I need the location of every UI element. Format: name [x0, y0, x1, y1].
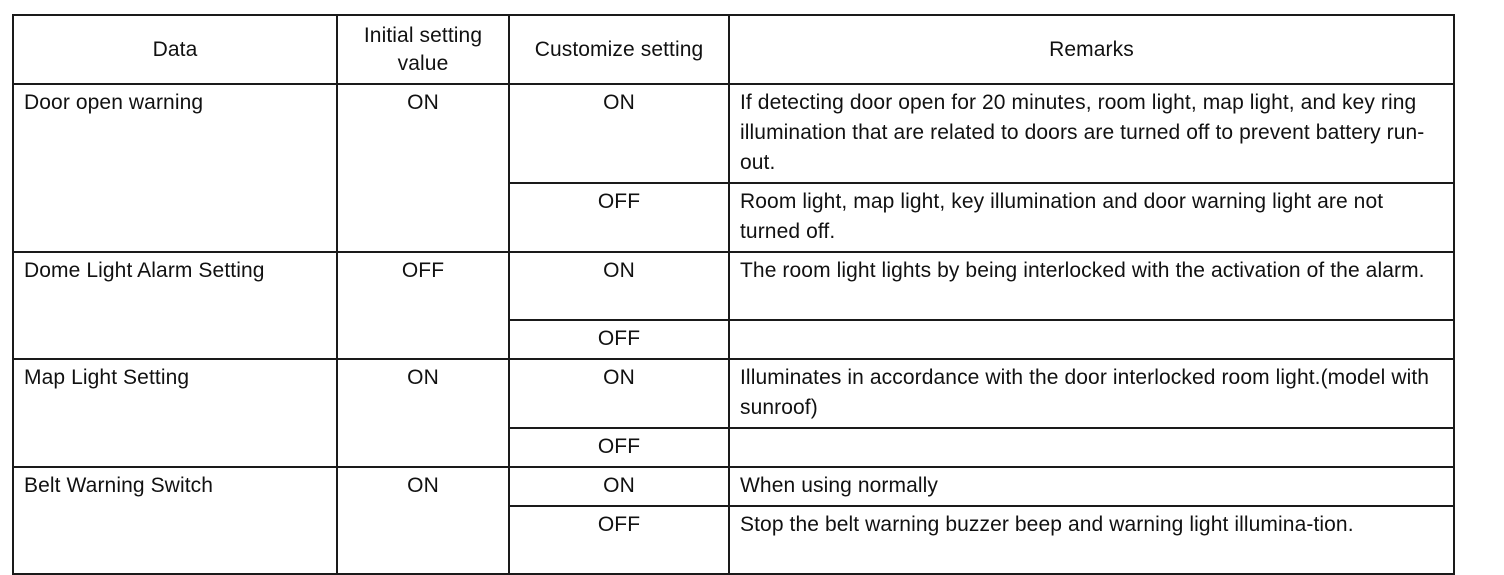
initial-value-cell: ON: [337, 467, 509, 574]
remarks-cell: When using normally: [729, 467, 1454, 506]
customize-setting-cell: ON: [509, 252, 729, 320]
data-cell: Door open warning: [13, 84, 337, 252]
remarks-cell: [729, 428, 1454, 467]
header-data: Data: [13, 15, 337, 84]
data-cell: Map Light Setting: [13, 359, 337, 467]
remarks-cell: If detecting door open for 20 minutes, room light, map light, and key ring illumination that are related to doors are turned off to prevent battery run-out.: [729, 84, 1454, 183]
table-row: [13, 467, 1454, 506]
header-remarks: Remarks: [729, 15, 1454, 84]
customize-setting-cell: OFF: [509, 320, 729, 359]
data-cell: Belt Warning Switch: [13, 467, 337, 574]
settings-table: [12, 14, 1455, 575]
initial-value-cell: OFF: [337, 252, 509, 359]
remarks-cell: Stop the belt warning buzzer beep and warning light illumina-tion.: [729, 506, 1454, 574]
customize-setting-cell: ON: [509, 84, 729, 183]
header-customize-setting: Customize setting: [509, 15, 729, 84]
initial-value-cell: ON: [337, 84, 509, 252]
customize-setting-cell: OFF: [509, 428, 729, 467]
header-initial-setting-value: Initial setting value: [337, 15, 509, 84]
remarks-cell: The room light lights by being interlocked with the activation of the alarm.: [729, 252, 1454, 320]
header-row: [13, 15, 1454, 84]
remarks-cell: Illuminates in accordance with the door interlocked room light.(model with sunroof): [729, 359, 1454, 428]
table-row: [13, 252, 1454, 320]
data-cell: Dome Light Alarm Setting: [13, 252, 337, 359]
table-row: [13, 84, 1454, 183]
table-row: [13, 359, 1454, 428]
remarks-cell: Room light, map light, key illumination and door warning light are not turned off.: [729, 183, 1454, 252]
customize-setting-cell: OFF: [509, 506, 729, 574]
remarks-cell: [729, 320, 1454, 359]
customize-setting-cell: ON: [509, 467, 729, 506]
initial-value-cell: ON: [337, 359, 509, 467]
customize-setting-cell: OFF: [509, 183, 729, 252]
customize-setting-cell: ON: [509, 359, 729, 428]
